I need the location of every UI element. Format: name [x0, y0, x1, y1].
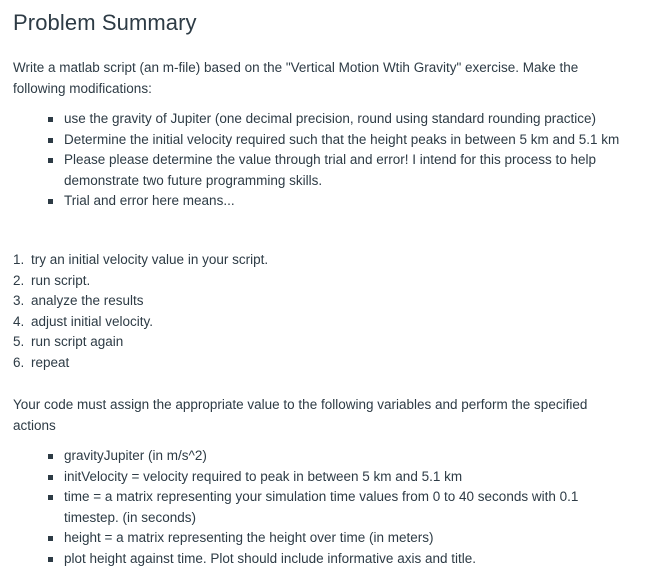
modifications-list	[46, 109, 626, 212]
list-item	[46, 150, 626, 191]
bullet-icon	[48, 536, 53, 541]
bullet-icon	[48, 158, 53, 163]
bullet-icon	[48, 454, 53, 459]
step-number: 3.	[13, 293, 25, 308]
step-item	[13, 271, 413, 292]
list-item-text: height = a matrix representing the height over time (in meters)	[64, 530, 434, 545]
step-number: 6.	[13, 354, 25, 370]
intro-paragraph: Write a matlab script (an m-file) based on the "Vertical Motion Wtih Gravity" exercise. Make the following modifications:	[13, 60, 579, 96]
list-item	[46, 549, 626, 570]
bullet-icon	[48, 199, 53, 204]
step-item	[13, 332, 413, 353]
list-item	[46, 528, 626, 549]
list-item	[46, 467, 626, 488]
list-item	[46, 109, 626, 130]
list-item-text: use the gravity of Jupiter (one decimal precision, round using standard rounding practice)	[64, 111, 597, 126]
step-item	[13, 291, 413, 312]
outro-paragraph: Your code must assign the appropriate value to the following variables and perform the specified actions	[13, 397, 588, 433]
step-number: 4.	[13, 313, 25, 329]
bullet-icon	[48, 475, 53, 480]
step-text: analyze the results	[31, 293, 144, 308]
list-item-text: time = a matrix representing your simulation time values from 0 to 40 seconds with 0.1 timestep. (in seconds)	[64, 489, 579, 525]
list-item-text: gravityJupiter (in m/s^2)	[64, 448, 207, 463]
bullet-icon	[48, 557, 53, 562]
step-item	[13, 312, 413, 333]
steps-list	[13, 250, 413, 373]
bullet-icon	[48, 495, 53, 500]
step-text: adjust initial velocity.	[31, 313, 154, 329]
list-item-text: Trial and error here means...	[64, 193, 235, 208]
bullet-icon	[48, 138, 53, 143]
step-item	[13, 250, 413, 271]
list-item-text: Determine the initial velocity required such that the height peaks in between 5 km and 5.1 km	[64, 131, 620, 147]
step-number: 2.	[13, 272, 25, 288]
step-text: try an initial velocity value in your script.	[31, 252, 269, 267]
page-title: Problem Summary	[13, 10, 197, 35]
step-text: run script again	[31, 334, 124, 349]
list-item	[46, 130, 626, 151]
list-item-text: initVelocity = velocity required to peak in between 5 km and 5.1 km	[64, 468, 463, 484]
list-item-text: plot height against time. Plot should include informative axis and title.	[64, 550, 476, 566]
step-text: run script.	[31, 272, 91, 288]
step-text: repeat	[31, 354, 70, 370]
step-number: 1.	[13, 252, 25, 267]
list-item	[46, 487, 626, 528]
requirements-list	[46, 446, 626, 569]
bullet-icon	[48, 117, 53, 122]
list-item	[46, 446, 626, 467]
list-item	[46, 191, 626, 212]
step-item	[13, 353, 413, 374]
list-item-text: Please please determine the value through trial and error! I intend for this process to help demonstrate two future programming skills.	[64, 152, 597, 188]
step-number: 5.	[13, 334, 25, 349]
